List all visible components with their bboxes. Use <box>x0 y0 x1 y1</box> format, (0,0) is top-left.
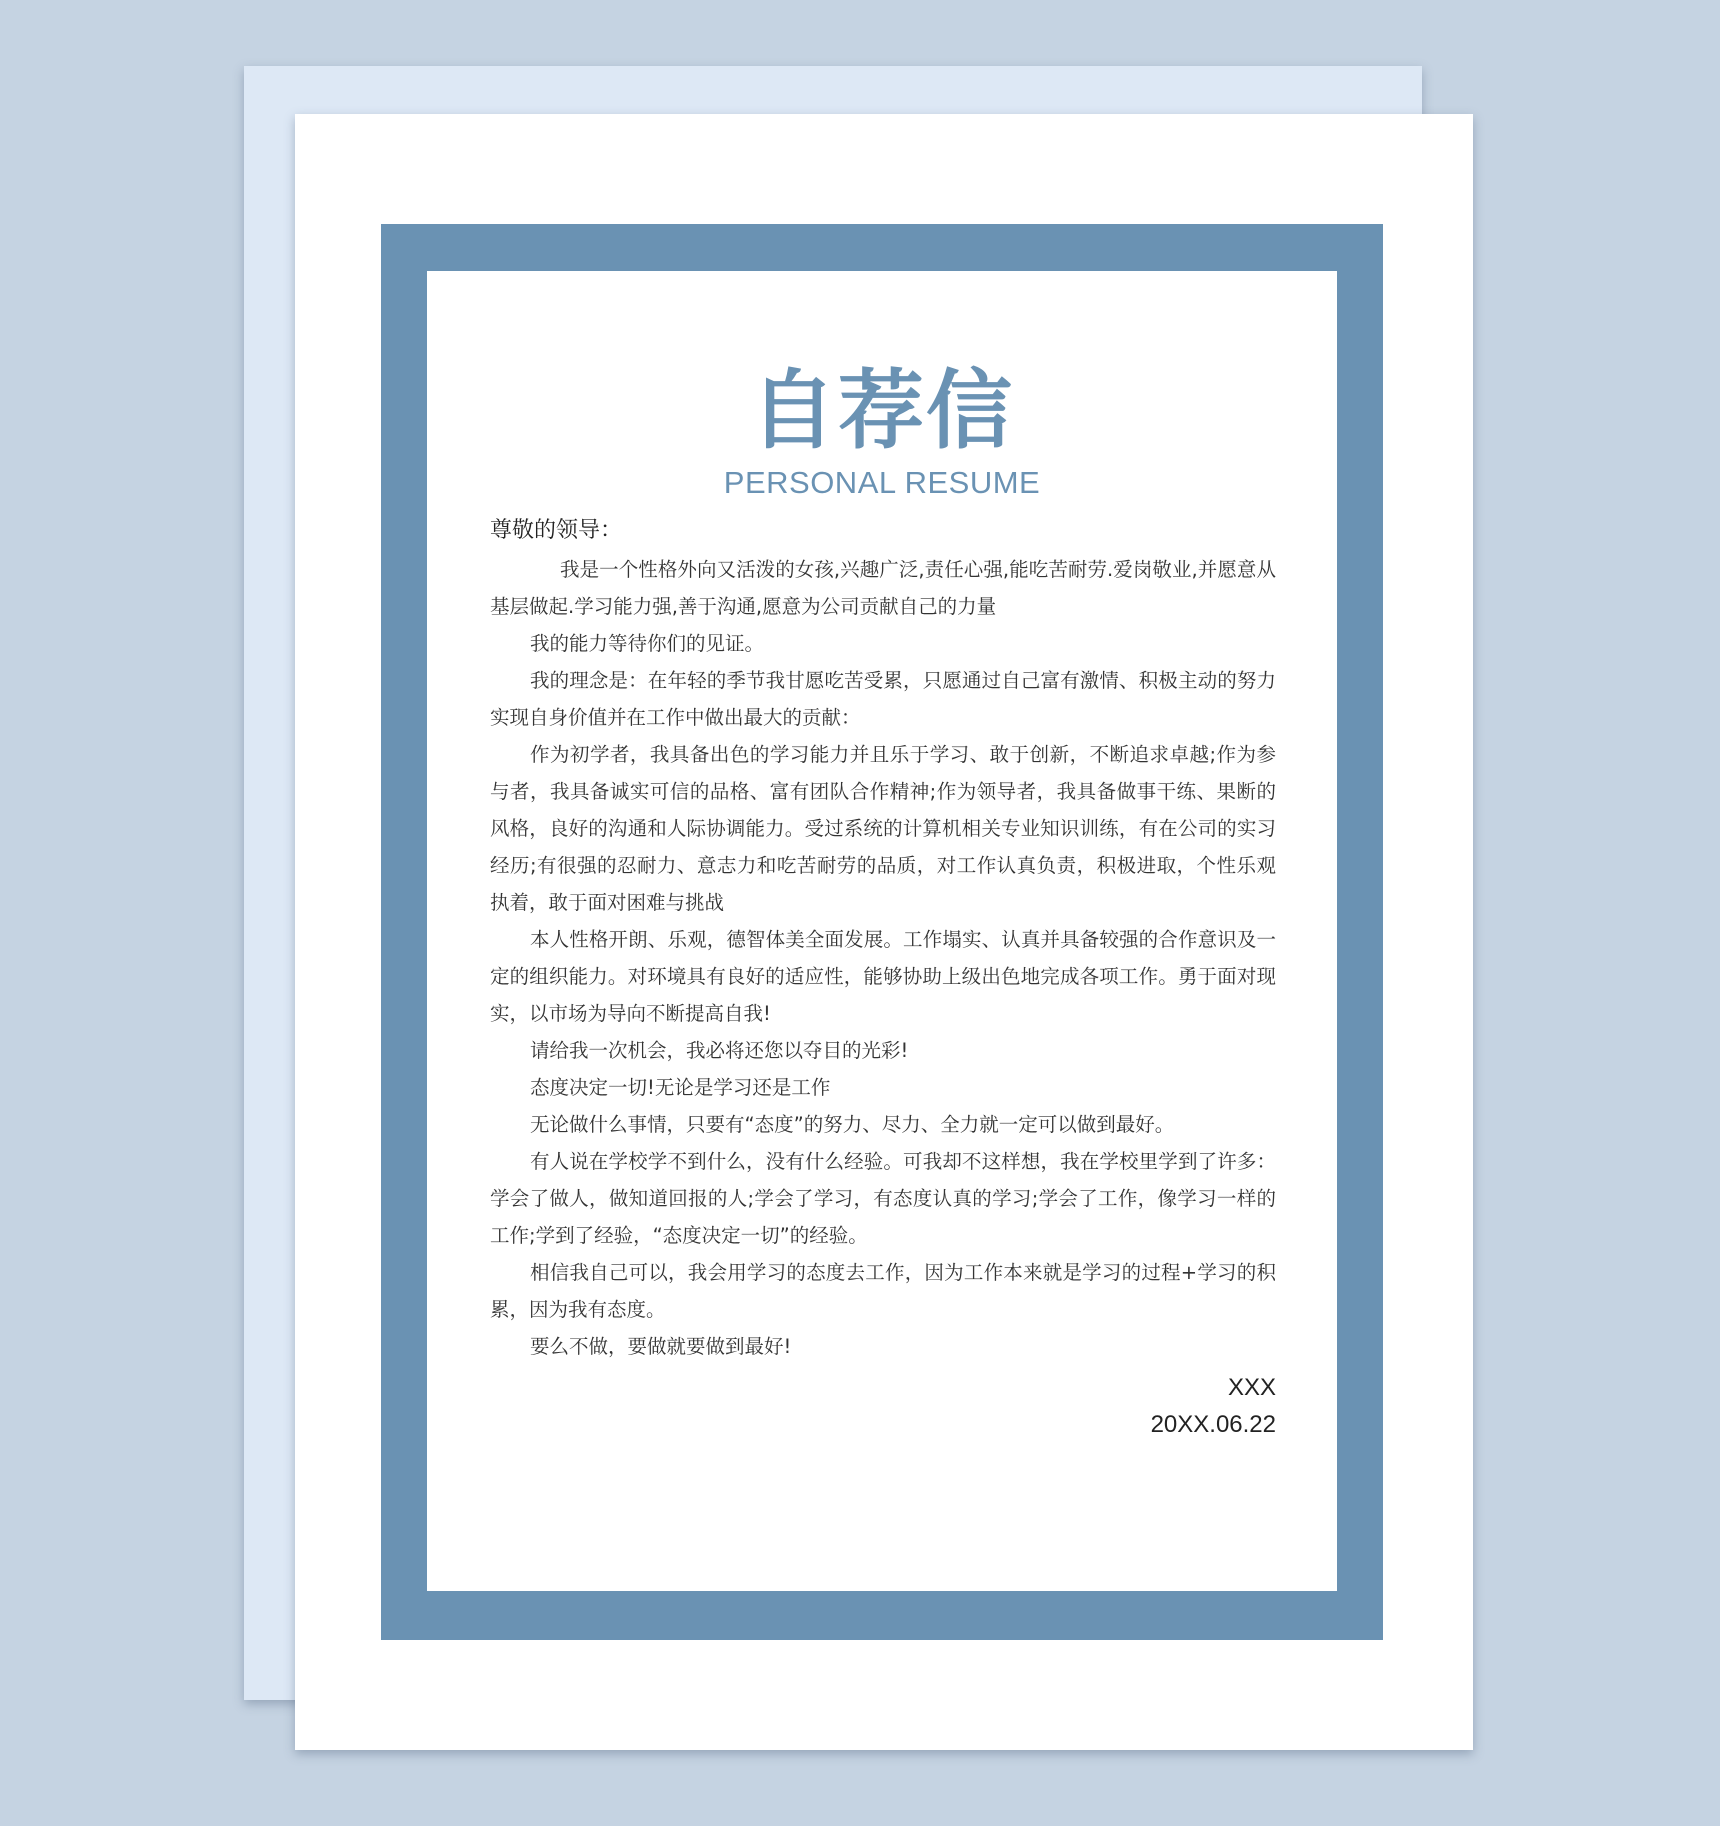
paragraph-3: 我的理念是：在年轻的季节我甘愿吃苦受累，只愿通过自己富有激情、积极主动的努力实现自身价值并在工作中做出最大的贡献： <box>490 669 1276 729</box>
letter-body <box>490 511 1276 1443</box>
paragraph-10: 相信我自己可以，我会用学习的态度去工作，因为工作本来就是学习的过程+学习的积累，因为我有态度。 <box>490 1261 1276 1321</box>
letter-date: 20XX.06.22 <box>1150 1411 1276 1438</box>
letter-page <box>427 271 1337 1591</box>
paragraph-7: 态度决定一切!无论是学习还是工作 <box>530 1076 831 1099</box>
page-subtitle: PERSONAL RESUME <box>723 465 1041 500</box>
paragraph-1: 我是一个性格外向又活泼的女孩,兴趣广泛,责任心强,能吃苦耐劳.爱岗敬业,并愿意从基层做起.学习能力强,善于沟通,愿意为公司贡献自己的力量 <box>490 558 1276 618</box>
paragraph-2: 我的能力等待你们的见证。 <box>530 632 765 655</box>
paragraph-6: 请给我一次机会，我必将还您以夺目的光彩! <box>530 1039 909 1062</box>
paragraph-9: 有人说在学校学不到什么，没有什么经验。可我却不这样想，我在学校里学到了许多：学会了做人，做知道回报的人;学会了学习，有态度认真的学习;学会了工作，像学习一样的工作;学到了经验，“态度决定一切”的经验。 <box>490 1150 1276 1247</box>
greeting: 尊敬的领导： <box>490 518 623 543</box>
signature: XXX <box>1227 1374 1276 1401</box>
paragraph-11: 要么不做，要做就要做到最好! <box>530 1335 792 1358</box>
letter-frame <box>381 224 1383 1640</box>
paragraph-4: 作为初学者，我具备出色的学习能力并且乐于学习、敢于创新，不断追求卓越;作为参与者，我具备诚实可信的品格、富有团队合作精神;作为领导者，我具备做事干练、果断的风格，良好的沟通和人际协调能力。受过系统的计算机相关专业知识训练，有在公司的实习经历;有很强的忍耐力、意志力和吃苦耐劳的品质，对工作认真负责，积极进取，个性乐观执着，敢于面对困难与挑战 <box>490 743 1276 914</box>
page-title: 自荐信 <box>750 361 1014 461</box>
paragraph-8: 无论做什么事情，只要有“态度”的努力、尽力、全力就一定可以做到最好。 <box>530 1113 1175 1136</box>
paragraph-5: 本人性格开朗、乐观，德智体美全面发展。工作塌实、认真并具备较强的合作意识及一定的组织能力。对环境具有良好的适应性，能够协助上级出色地完成各项工作。勇于面对现实，以市场为导向不断提高自我! <box>490 928 1276 1025</box>
